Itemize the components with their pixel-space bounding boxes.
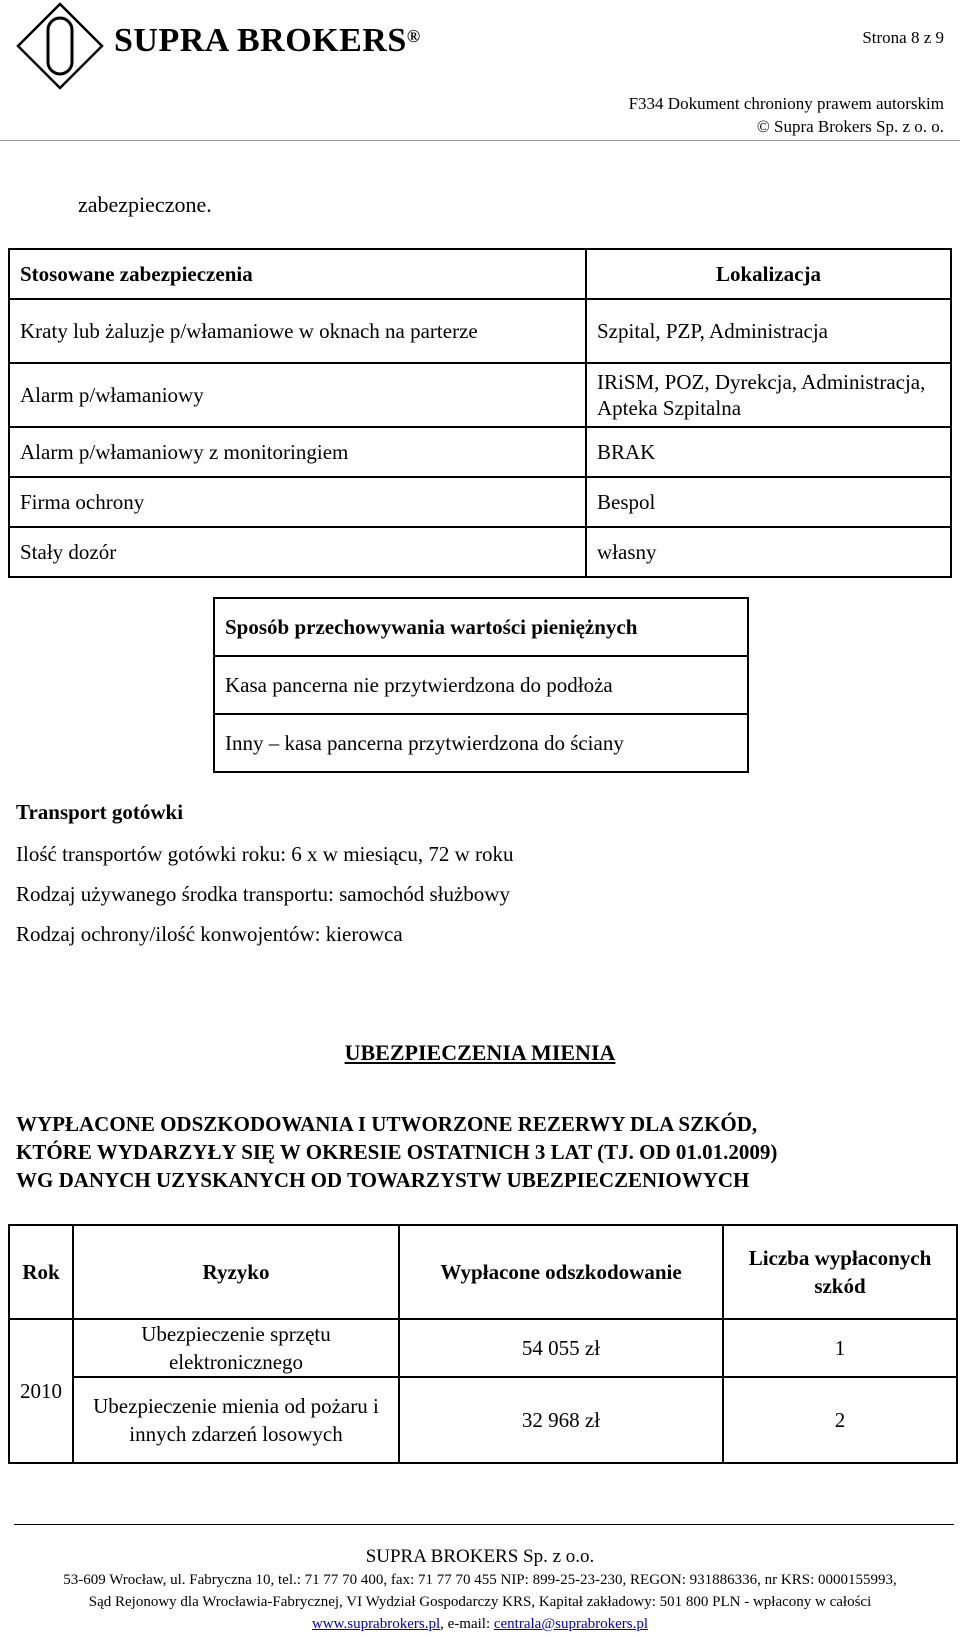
location-cell: Bespol — [586, 477, 951, 527]
measure-cell: Alarm p/włamaniowy — [9, 363, 586, 427]
paid-cell: 54 055 zł — [399, 1319, 723, 1377]
count-cell: 1 — [723, 1319, 957, 1377]
location-cell: Szpital, PZP, Administracja — [586, 299, 951, 363]
location-cell: IRiSM, POZ, Dyrekcja, Administracja, Apteka Szpitalna — [586, 363, 951, 427]
footer-registry: Sąd Rejonowy dla Wrocławia-Fabrycznej, VI Wydział Gospodarczy KRS, Kapitał zakładowy: 501 800 PLN - wpłacony w całości — [88, 1594, 872, 1610]
security-measures-table — [8, 248, 952, 578]
transport-escort: Rodzaj ochrony/ilość konwojentów: kierowca — [16, 922, 403, 946]
risk-cell: Ubezpieczenie mienia od pożaru i innych zdarzeń losowych — [73, 1377, 399, 1463]
cash-storage-row: Kasa pancerna nie przytwierdzona do podłoża — [214, 656, 748, 714]
transport-vehicle: Rodzaj używanego środka transportu: samochód służbowy — [16, 882, 510, 906]
cash-storage-table — [213, 597, 749, 773]
intro-text: zabezpieczone. — [78, 192, 212, 217]
paid-header: Wypłacone odszkodowanie — [399, 1225, 723, 1319]
table-row — [9, 477, 951, 527]
footer-contact: www.suprabrokers.pl, e-mail: centrala@suprabrokers.pl — [311, 1616, 649, 1632]
footer-company: SUPRA BROKERS Sp. z o.o. — [365, 1546, 595, 1567]
footer-address: 53-609 Wrocław, ul. Fabryczna 10, tel.: 71 77 70 400, fax: 71 77 70 455 NIP: 899-25-23-230, REGON: 931886336, nr KRS: 0000155993, — [63, 1572, 897, 1588]
count-cell: 2 — [723, 1377, 957, 1463]
transport-title: Transport gotówki — [16, 800, 184, 824]
risk-header: Ryzyko — [73, 1225, 399, 1319]
measure-cell: Alarm p/włamaniowy z monitoringiem — [9, 427, 586, 477]
table-row — [9, 527, 951, 577]
transport-count: Ilość transportów gotówki roku: 6 x w miesiącu, 72 w roku — [16, 842, 514, 866]
page-number: Strona 8 z 9 — [862, 28, 944, 47]
measure-cell: Kraty lub żaluzje p/włamaniowe w oknach na parterze — [9, 299, 586, 363]
email-link[interactable]: centrala@suprabrokers.pl — [493, 1616, 649, 1632]
table-row — [9, 1377, 957, 1463]
measure-cell: Firma ochrony — [9, 477, 586, 527]
copyright-notice: F334 Dokument chroniony prawem autorskim © Supra Brokers Sp. z o. o. — [628, 94, 944, 136]
brand-name: SUPRA BROKERS® — [114, 22, 421, 59]
website-link[interactable]: www.suprabrokers.pl — [311, 1616, 441, 1632]
table-row — [9, 299, 951, 363]
measure-header: Stosowane zabezpieczenia — [9, 249, 586, 299]
brand-logo-icon — [14, 2, 106, 90]
registered-mark: ® — [406, 26, 421, 46]
year-header: Rok — [9, 1225, 73, 1319]
risk-cell: Ubezpieczenie sprzętu elektronicznego — [73, 1319, 399, 1377]
cash-storage-header: Sposób przechowywania wartości pieniężnych — [214, 598, 748, 656]
table-row — [9, 427, 951, 477]
cash-storage-row: Inny – kasa pancerna przytwierdzona do ściany — [214, 714, 748, 772]
measure-cell: Stały dozór — [9, 527, 586, 577]
year-cell: 2010 — [9, 1319, 73, 1463]
location-cell: BRAK — [586, 427, 951, 477]
footer-divider — [14, 1524, 954, 1525]
claims-heading: WYPŁACONE ODSZKODOWANIA I UTWORZONE REZERWY DLA SZKÓD, KTÓRE WYDARZYŁY SIĘ W OKRESIE OSTATNICH 3 LAT (TJ. OD 01.01.2009) WG DANYCH UZYSKANYCH OD TOWARZYSTW UBEZPIECZENIOWYCH — [16, 1112, 778, 1192]
location-cell: własny — [586, 527, 951, 577]
location-header: Lokalizacja — [586, 249, 951, 299]
table-row — [9, 363, 951, 427]
count-header: Liczba wypłaconych szkód — [723, 1225, 957, 1319]
claims-table — [8, 1224, 958, 1464]
table-row — [9, 1319, 957, 1377]
paid-cell: 32 968 zł — [399, 1377, 723, 1463]
header-divider — [0, 140, 960, 141]
section-title: UBEZPIECZENIA MIENIA — [344, 1040, 616, 1065]
